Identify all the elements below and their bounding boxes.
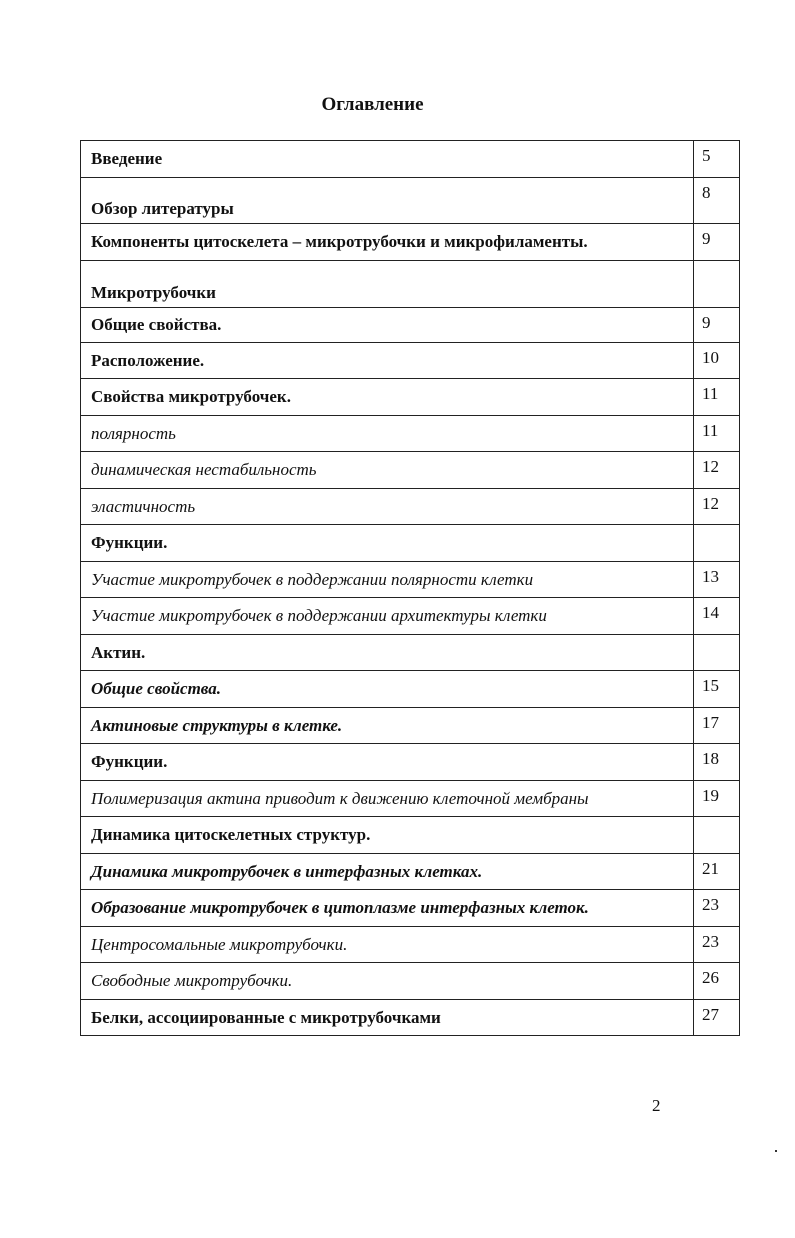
toc-table — [80, 140, 740, 1036]
toc-row — [81, 1000, 740, 1036]
scan-speck — [775, 1150, 777, 1152]
toc-entry: Актиновые структуры в клетке. — [81, 708, 694, 744]
toc-entry: Свойства микротрубочек. — [81, 379, 694, 416]
toc-page: 21 — [694, 854, 740, 890]
toc-row — [81, 927, 740, 963]
toc-row — [81, 489, 740, 525]
toc-row — [81, 224, 740, 261]
toc-page: 10 — [694, 343, 740, 379]
toc-row — [81, 598, 740, 635]
toc-page: 23 — [694, 927, 740, 963]
toc-row — [81, 963, 740, 1000]
toc-entry: Расположение. — [81, 343, 694, 379]
toc-page: 19 — [694, 781, 740, 817]
toc-entry: Обзор литературы — [81, 178, 694, 224]
toc-row — [81, 525, 740, 562]
toc-page — [694, 817, 740, 854]
toc-page: 14 — [694, 598, 740, 635]
toc-entry: Функции. — [81, 744, 694, 781]
toc-entry: Белки, ассоциированные с микротрубочками — [81, 1000, 694, 1036]
toc-row — [81, 416, 740, 452]
toc-page: 8 — [694, 178, 740, 224]
toc-row — [81, 562, 740, 598]
toc-entry: Полимеризация актина приводит к движению клеточной мембраны — [81, 781, 694, 817]
toc-row — [81, 671, 740, 708]
toc-entry: Динамика микротрубочек в интерфазных клетках. — [81, 854, 694, 890]
toc-entry: Общие свойства. — [81, 308, 694, 343]
toc-row — [81, 890, 740, 927]
toc-entry: Микротрубочки — [81, 261, 694, 308]
toc-page: 13 — [694, 562, 740, 598]
toc-entry: Участие микротрубочек в поддержании полярности клетки — [81, 562, 694, 598]
toc-row — [81, 635, 740, 671]
toc-page: 12 — [694, 489, 740, 525]
toc-row — [81, 343, 740, 379]
toc-entry: Функции. — [81, 525, 694, 562]
page-number: 2 — [652, 1096, 661, 1115]
toc-row — [81, 308, 740, 343]
toc-page — [694, 635, 740, 671]
toc-page: 9 — [694, 308, 740, 343]
toc-row — [81, 261, 740, 308]
toc-entry: Введение — [81, 141, 694, 178]
toc-row — [81, 708, 740, 744]
toc-page: 18 — [694, 744, 740, 781]
toc-page: 12 — [694, 452, 740, 489]
toc-page: 5 — [694, 141, 740, 178]
toc-page: 26 — [694, 963, 740, 1000]
toc-entry: динамическая нестабильность — [81, 452, 694, 489]
toc-row — [81, 781, 740, 817]
toc-row — [81, 178, 740, 224]
toc-entry: Центросомальные микротрубочки. — [81, 927, 694, 963]
toc-page: 27 — [694, 1000, 740, 1036]
toc-entry: Динамика цитоскелетных структур. — [81, 817, 694, 854]
toc-entry: Образование микротрубочек в цитоплазме интерфазных клеток. — [81, 890, 694, 927]
toc-entry: Компоненты цитоскелета – микротрубочки и микрофиламенты. — [81, 224, 694, 261]
toc-row — [81, 744, 740, 781]
toc-page: 15 — [694, 671, 740, 708]
page-title: Оглавление — [321, 94, 424, 115]
toc-row — [81, 379, 740, 416]
toc-page — [694, 261, 740, 308]
toc-entry: полярность — [81, 416, 694, 452]
toc-page: 11 — [694, 379, 740, 416]
toc-page: 17 — [694, 708, 740, 744]
toc-row — [81, 854, 740, 890]
toc-page: 9 — [694, 224, 740, 261]
toc-page — [694, 525, 740, 562]
toc-entry: Общие свойства. — [81, 671, 694, 708]
toc-row — [81, 141, 740, 178]
toc-page: 23 — [694, 890, 740, 927]
toc-entry: эластичность — [81, 489, 694, 525]
toc-entry: Участие микротрубочек в поддержании архитектуры клетки — [81, 598, 694, 635]
toc-page: 11 — [694, 416, 740, 452]
toc-entry: Свободные микротрубочки. — [81, 963, 694, 1000]
toc-row — [81, 452, 740, 489]
toc-entry: Актин. — [81, 635, 694, 671]
toc-row — [81, 817, 740, 854]
